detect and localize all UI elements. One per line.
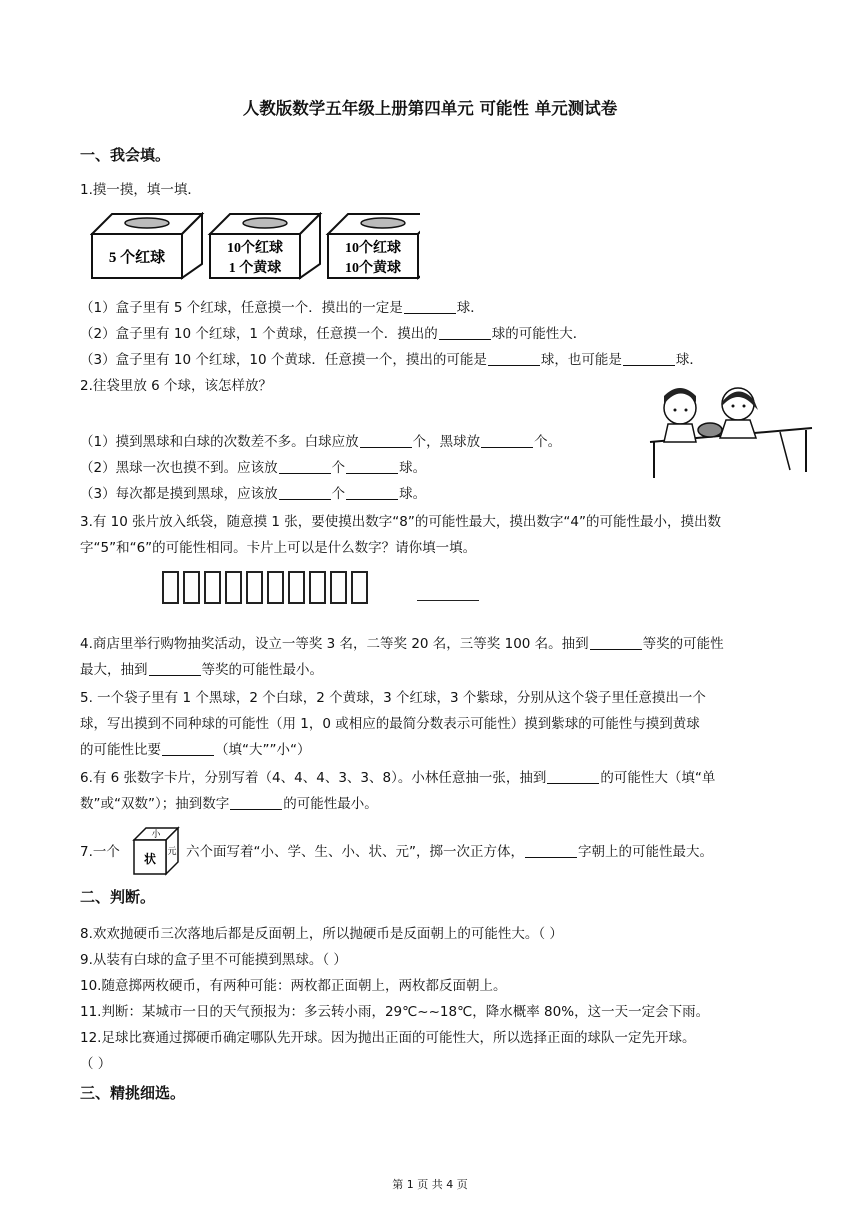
section-heading-choose: 三、精挑细选。 [80, 1084, 186, 1102]
answer-blank[interactable] [547, 770, 599, 785]
cube-front-char: 状 [143, 852, 157, 866]
box-3-label-line-2: 10个黄球 [345, 261, 401, 276]
box-1-label: 5 个红球 [108, 250, 166, 266]
question-1-part-3: （3）盒子里有 10 个红球，10 个黄球．任意摸一个，摸出的可能是 球，也可能是 球． [80, 352, 703, 368]
question-3-line-1: 3.有 10 张片放入纸袋，随意摸 1 张，要使摸出数字“8”的可能性最大，摸出数字“4”的可能性最小，摸出数 [80, 514, 721, 530]
number-card[interactable] [309, 571, 326, 604]
cube-side-char: 元 [167, 847, 177, 857]
question-4-line-1: 4.商店里举行购物抽奖活动，设立一等奖 3 名，二等奖 20 名，三等奖 100 名。抽到 等奖的可能性 [80, 636, 724, 652]
box-3 [328, 214, 420, 278]
question-2-part-3: （3）每次都是摸到黑球，应该放 个 球。 [80, 486, 427, 502]
answer-blank[interactable] [590, 636, 642, 651]
number-card[interactable] [183, 571, 200, 604]
answer-blank[interactable] [346, 460, 398, 475]
page-footer: 第 1 页 共 4 页 [392, 1178, 468, 1191]
page-title: 人教版数学五年级上册第四单元 可能性 单元测试卷 [242, 99, 618, 118]
answer-blank[interactable] [279, 486, 331, 501]
section-heading-fill: 一、我会填。 [80, 146, 171, 164]
question-9: 9.从装有白球的盒子里不可能摸到黑球。（ ） [80, 952, 347, 968]
answer-blank[interactable] [346, 486, 398, 501]
question-8: 8.欢欢抛硬币三次落地后都是反面朝上，所以抛硬币是反面朝上的可能性大。（ ） [80, 926, 563, 942]
cube-top-char: 小 [151, 830, 161, 840]
question-1-part-2: （2）盒子里有 10 个红球，1 个黄球，任意摸一个．摸出的 球的可能性大． [80, 326, 587, 342]
box-2-label-line-2: 1 个黄球 [228, 261, 282, 276]
number-card[interactable] [288, 571, 305, 604]
box-2 [210, 214, 320, 278]
number-card[interactable] [204, 571, 221, 604]
answer-blank[interactable] [149, 662, 201, 677]
answer-blank[interactable] [404, 300, 456, 315]
cube-icon [130, 826, 182, 876]
answer-blank[interactable] [623, 352, 675, 367]
number-cards [162, 571, 372, 604]
question-2-part-1: （1）摸到黑球和白球的次数差不多。白球应放 个，黑球放 个。 [80, 434, 562, 450]
question-7-prefix: 7.一个 [80, 844, 120, 860]
box-2-label-line-1: 10个红球 [227, 241, 283, 256]
ball-boxes-illustration [90, 212, 420, 282]
question-5-line-3: 的可能性比要 （填“大””小“） [80, 742, 311, 758]
section-heading-judge: 二、判断。 [80, 888, 156, 906]
kids-at-table-illustration [640, 380, 820, 480]
answer-blank[interactable] [488, 352, 540, 367]
question-3-line-2: 字“5”和“6”的可能性相同。卡片上可以是什么数字？请你填一填。 [80, 540, 477, 556]
number-card[interactable] [351, 571, 368, 604]
question-4-line-2: 最大，抽到 等奖的可能性最小。 [80, 662, 323, 678]
question-5-line-1: 5. 一个袋子里有 1 个黑球，2 个白球，2 个黄球，3 个红球，3 个紫球，分别从这个袋子里任意摸出一个 [80, 690, 706, 706]
answer-blank[interactable] [279, 460, 331, 475]
question-6-line-2: 数”或“双数”）；抽到数字 的可能性最小。 [80, 796, 378, 812]
question-2-intro: 2.往袋里放 6 个球，该怎样放？ [80, 378, 273, 394]
number-card[interactable] [267, 571, 284, 604]
question-2-part-2: （2）黑球一次也摸不到。应该放 个 球。 [80, 460, 427, 476]
question-1-part-1: （1）盒子里有 5 个红球，任意摸一个．摸出的一定是 球． [80, 300, 484, 316]
answer-blank[interactable] [481, 434, 533, 449]
answer-blank[interactable] [439, 326, 491, 341]
number-card[interactable] [162, 571, 179, 604]
question-6-line-1: 6.有 6 张数字卡片，分别写着（4、4、4、3、3、8）。小林任意抽一张，抽到 的可能性大（填“单 [80, 770, 716, 786]
box-1 [92, 214, 202, 278]
number-card[interactable] [225, 571, 242, 604]
answer-blank[interactable] [230, 796, 282, 811]
question-12-line-2: （ ） [80, 1056, 112, 1072]
question-5-line-2: 球，写出摸到不同种球的可能性（用 1，0 或相应的最简分数表示可能性）摸到紫球的可能性与摸到黄球 [80, 716, 700, 732]
question-10: 10.随意掷两枚硬币，有两种可能：两枚都正面朝上，两枚都反面朝上。 [80, 978, 507, 994]
number-card[interactable] [330, 571, 347, 604]
question-7-text: 六个面写着“小、学、生、小、状、元”，掷一次正方体， 字朝上的可能性最大。 [186, 844, 713, 860]
answer-blank[interactable] [525, 844, 577, 859]
answer-blank[interactable] [360, 434, 412, 449]
answer-blank[interactable] [162, 742, 214, 757]
number-card[interactable] [246, 571, 263, 604]
box-3-label-line-1: 10个红球 [345, 241, 401, 256]
question-12-line-1: 12.足球比赛通过掷硬币确定哪队先开球。因为抛出正面的可能性大，所以选择正面的球队一定先开球。 [80, 1030, 696, 1046]
question-11: 11.判断：某城市一日的天气预报为：多云转小雨，29℃~~18℃，降水概率 80%，这一天一定会下雨。 [80, 1004, 710, 1020]
question-1-intro: 1.摸一摸，填一填． [80, 182, 201, 198]
card-answer-blank[interactable] [417, 600, 479, 601]
